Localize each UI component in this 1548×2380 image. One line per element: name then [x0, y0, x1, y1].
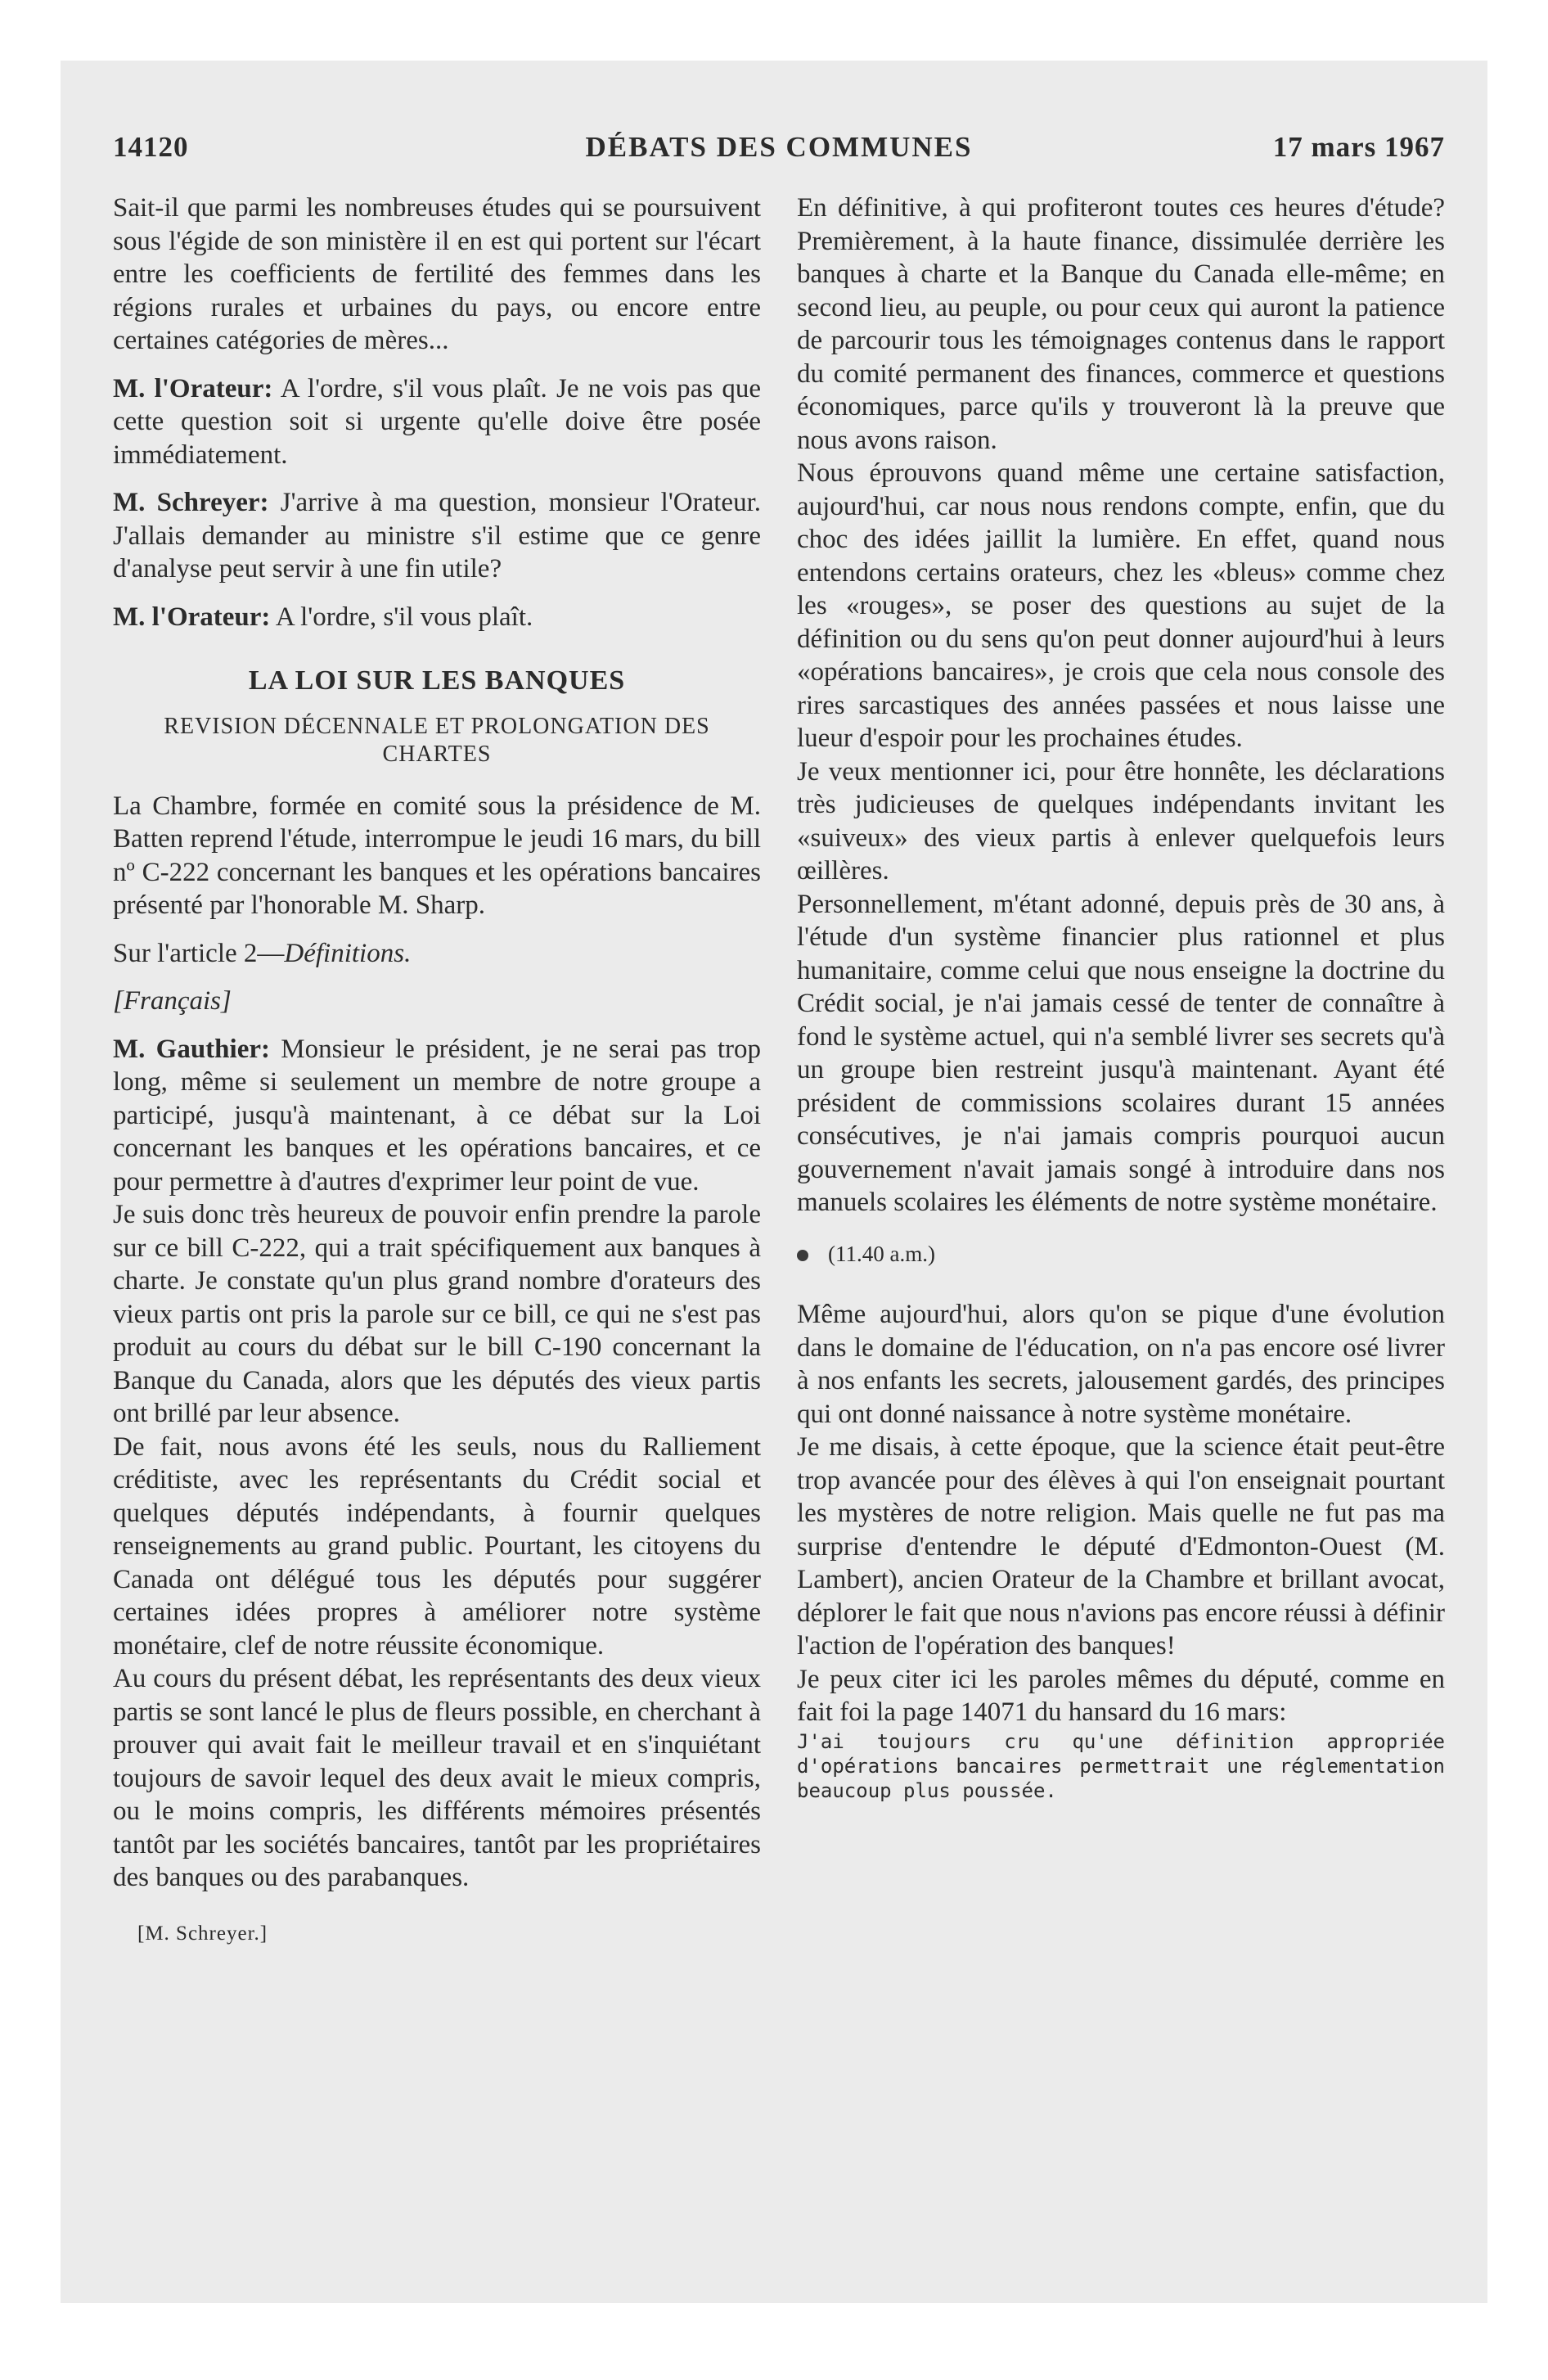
paragraph: En définitive, à qui profiteront toutes ces heures d'étude? Premièrement, à la haute finance, dissimulée derrière les banques à charte et la Banque du Canada elle-même; en second lieu, au peuple, ou pour ceux qui auront la patience de parcourir tous les témoignages contenus dans le rapport du comité permanent des finances, commerce et questions économiques, parce qu'ils y trouveront là la preuve que nous avons raison. — [797, 193, 1445, 455]
speech-text: Monsieur le président, je ne serai pas trop long, même si seulement un membre de notre groupe a participé, jusqu'à maintenant, à ce débat sur la Loi concernant les banques et les opérations bancaires, et ce pour permettre à d'autres d'exprimer leur point de vue. — [113, 1034, 762, 1197]
block-quote: J'ai toujours cru qu'une définition appropriée d'opérations bancaires permettrait une réglementation beaucoup plus poussée. — [797, 1729, 1445, 1802]
time-marker — [797, 1237, 1445, 1271]
section-subtitle: REVISION DÉCENNALE ET PROLONGATION DES CHARTES — [164, 713, 710, 767]
bullet-icon — [797, 1250, 808, 1261]
paragraph: Je suis donc très heureux de pouvoir enfin prendre la parole sur ce bill C-222, qui a trait spécifiquement aux banques à charte. Je constate qu'un plus grand nombre d'orateurs des vieux partis ont pris la parole sur ce bill, ce qui ne s'est pas produit au cours du débat sur le bill C-190 concernant la Banque du Canada, alors que les députés des vieux partis ont brillé par leur absence. — [113, 1200, 761, 1428]
paragraph: Je me disais, à cette époque, que la science était peut-être trop avancée pour des élèves à qui l'on enseignait pourtant les mystères de notre religion. Mais quelle ne fut pas ma surprise d'entendre le député d'Edmonton-Ouest (M. Lambert), ancien Orateur de la Chambre et brillant avocat, déplorer le fait que nous n'avions pas encore réussi à définir l'action de l'opération des banques! — [797, 1432, 1445, 1661]
speaker-name: M. l'Orateur: — [113, 602, 271, 632]
paragraph: Je veux mentionner ici, pour être honnête, les déclarations très judicieuses de quelques indépendants invitant les «suiveux» des vieux partis à enlever quelquefois leurs œillères. — [797, 756, 1445, 886]
page-number: 14120 — [113, 131, 189, 163]
clause-line — [113, 937, 761, 971]
paragraph: Au cours du présent débat, les représentants des deux vieux partis se sont lancé le plus de fleurs possible, en cherchant à prouver qui avait fait le meilleur travail et en s'inquiétant toujours de savoir lequel des deux avait le mieux compris, ou le moins compris, les différents mémoires présentés tantôt par les sociétés bancaires, tantôt par les propriétaires des banques ou des parabanques. — [113, 1664, 761, 1892]
right-column — [797, 192, 1445, 1803]
language-marker: [Français] — [113, 986, 232, 1016]
speech-paragraph — [113, 372, 761, 472]
speech-text: J'arrive à ma question, monsieur l'Orateur. J'allais demander au ministre s'il estime que ce genre d'analyse peut servir à une fin utile? — [113, 488, 761, 584]
speaker-name: M. Schreyer: — [113, 488, 269, 517]
time-text: (11.40 a.m.) — [828, 1241, 935, 1266]
speech-paragraph — [113, 486, 761, 586]
paragraph: La Chambre, formée en comité sous la présidence de M. Batten reprend l'étude, interrompue le jeudi 16 mars, du bill nº C-222 concernant les banques et les opérations bancaires présenté par l'honorable M. Sharp. — [113, 791, 761, 920]
paragraph: De fait, nous avons été les seuls, nous du Ralliement créditiste, avec les représentants du Crédit social et quelques députés indépendants, à fournir quelques renseignements au grand public. Pourtant, les citoyens du Canada ont délégué tous les députés pour suggérer certaines idées propres à améliorer notre système monétaire, clef de notre réussite économique. — [113, 1431, 761, 1661]
paragraph: Même aujourd'hui, alors qu'on se pique d'une évolution dans le domaine de l'éducation, on n'a pas encore osé livrer à nos enfants les secrets, jalousement gardés, des principes qui ont donné naissance à notre système monétaire. — [797, 1300, 1445, 1429]
speaker-attribution: [M. Schreyer.] — [137, 1922, 268, 1945]
speech-paragraph — [113, 601, 761, 634]
clause-title: Définitions. — [284, 938, 412, 968]
paragraph: Nous éprouvons quand même une certaine satisfaction, aujourd'hui, car nous nous rendons compte, enfin, que du choc des idées jaillit la lumière. En effet, quand nous entendons certains orateurs, chez les «bleus» comme chez les «rouges», se poser des questions au sujet de la définition ou du sens qu'on peut donner aujourd'hui à leurs «opérations bancaires», je crois que cela nous console des rires sarcastiques des années passées et nous laisse une lueur d'espoir pour les prochaines études. — [797, 458, 1445, 753]
page-date: 17 mars 1967 — [1272, 131, 1445, 163]
speech-text: A l'ordre, s'il vous plaît. — [270, 602, 533, 632]
speech-paragraph — [113, 1033, 761, 1199]
paragraph: Je peux citer ici les paroles mêmes du député, comme en fait foi la page 14071 du hansard du 16 mars: — [797, 1664, 1445, 1727]
speaker-name: M. l'Orateur: — [113, 373, 273, 403]
left-column — [113, 192, 761, 1950]
paragraph: Personnellement, m'étant adonné, depuis près de 30 ans, à l'étude d'un système financier plus rationnel et plus humanitaire, comme celui que nous enseigne la doctrine du Crédit social, je n'ai jamais cessé de tenter de connaître à fond le système actuel, qui n'a semblé livrer ses secrets qu'à un groupe bien restreint jusqu'à maintenant. Ayant été président de commissions scolaires durant 15 années consécutives, je n'ai jamais compris pourquoi aucun gouvernement n'avait jamais songé à introduire dans nos manuels scolaires les éléments de notre système monétaire. — [797, 889, 1445, 1217]
page-header — [113, 131, 1445, 169]
speaker-name: M. Gauthier: — [113, 1034, 270, 1064]
clause-prefix: Sur l'article 2— — [113, 938, 285, 968]
running-title: DÉBATS DES COMMUNES — [585, 131, 973, 163]
paragraph: Sait-il que parmi les nombreuses études qui se poursuivent sous l'égide de son ministère il en est qui portent sur l'écart entre les coefficients de fertilité des femmes dans les régions rurales et urbaines du pays, ou encore entre certaines catégories de mères... — [113, 193, 761, 355]
section-title: LA LOI SUR LES BANQUES — [248, 665, 626, 696]
speech-text: A l'ordre, s'il vous plaît. Je ne vois pas que cette question soit si urgente qu'elle doive être posée immédiatement. — [113, 373, 761, 470]
